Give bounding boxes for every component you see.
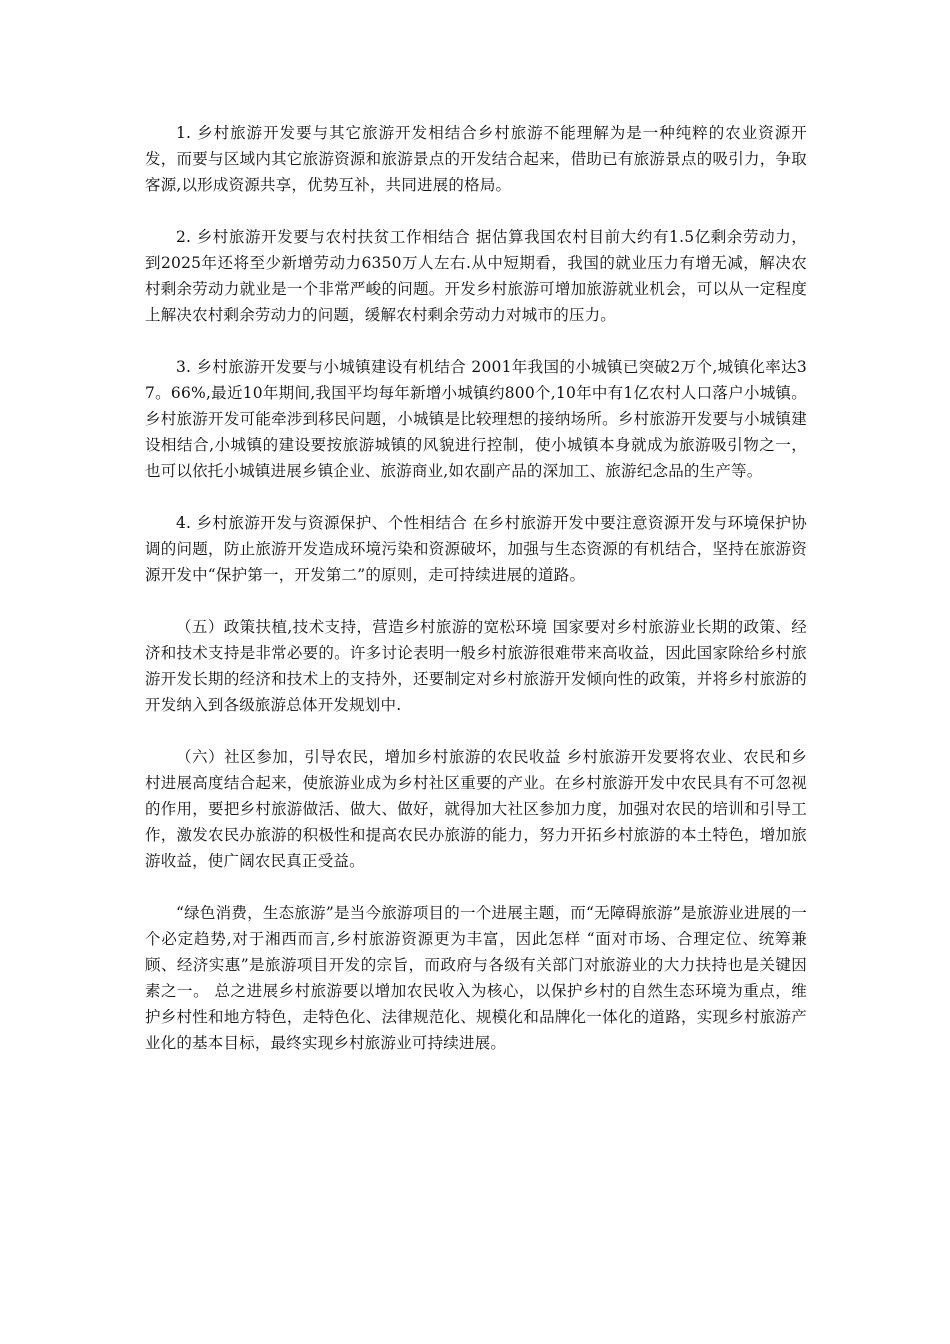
- paragraph-1: 1. 乡村旅游开发要与其它旅游开发相结合乡村旅游不能理解为是一种纯粹的农业资源开发，而要与区域内其它旅游资源和旅游景点的开发结合起来，借助已有旅游景点的吸引力，争取客源,以形成资源共享，优势互补，共同进展的格局。: [145, 124, 807, 194]
- paragraph-3: 3. 乡村旅游开发要与小城镇建设有机结合 2001年我国的小城镇已突破2万个,城镇化率达37。66%,最近10年期间,我国平均每年新增小城镇约800个,10年中有1亿农村人口落户小城镇。乡村旅游开发可能牵涉到移民问题，小城镇是比较理想的接纳场所。乡村旅游开发要与小城镇建设相结合,小城镇的建设要按旅游城镇的风貌进行控制，使小城镇本身就成为旅游吸引物之一，也可以依托小城镇进展乡镇企业、旅游商业,如农副产品的深加工、旅游纪念品的生产等。: [145, 358, 807, 480]
- document-body: [145, 120, 807, 1082]
- paragraph-7: “绿色消费，生态旅游”是当今旅游项目的一个进展主题，而“无障碍旅游”是旅游业进展的一个必定趋势,对于湘西而言,乡村旅游资源更为丰富，因此怎样 “面对市场、合理定位、统筹兼顾、经济实惠”是旅游项目开发的宗旨，而政府与各级有关部门对旅游业的大力扶持也是关键因素之一。 总之进展乡村旅游要以增加农民收入为核心，以保护乡村的自然生态环境为重点，维护乡村性和地方特色，走特色化、法律规范化、规模化和品牌化一体化的道路，实现乡村旅游产业化的基本目标，最终实现乡村旅游业可持续进展。: [145, 904, 807, 1052]
- paragraph-4: 4. 乡村旅游开发与资源保护、个性相结合 在乡村旅游开发中要注意资源开发与环境保护协调的问题，防止旅游开发造成环境污染和资源破坏，加强与生态资源的有机结合，坚持在旅游资源开发中“保护第一，开发第二”的原则，走可持续进展的道路。: [145, 514, 807, 584]
- paragraph-2: 2. 乡村旅游开发要与农村扶贫工作相结合 据估算我国农村目前大约有1.5亿剩余劳动力，到2025年还将至少新增劳动力6350万人左右.从中短期看，我国的就业压力有增无减，解决农村剩余劳动力就业是一个非常严峻的问题。开发乡村旅游可增加旅游就业机会，可以从一定程度上解决农村剩余劳动力的问题，缓解农村剩余劳动力对城市的压力。: [145, 228, 807, 324]
- paragraph-6: （六）社区参加，引导农民，增加乡村旅游的农民收益 乡村旅游开发要将农业、农民和乡村进展高度结合起来，使旅游业成为乡村社区重要的产业。在乡村旅游开发中农民具有不可忽视的作用，要把乡村旅游做活、做大、做好，就得加大社区参加力度，加强对农民的培训和引导工作，激发农民办旅游的积极性和提高农民办旅游的能力，努力开拓乡村旅游的本土特色，增加旅游收益，使广阔农民真正受益。: [145, 748, 807, 870]
- paragraph-5: （五）政策扶植,技术支持，营造乡村旅游的宽松环境 国家要对乡村旅游业长期的政策、经济和技术支持是非常必要的。许多讨论表明一般乡村旅游很难带来高收益，因此国家除给乡村旅游开发长期的经济和技术上的支持外，还要制定对乡村旅游开发倾向性的政策，并将乡村旅游的开发纳入到各级旅游总体开发规划中.: [145, 618, 807, 714]
